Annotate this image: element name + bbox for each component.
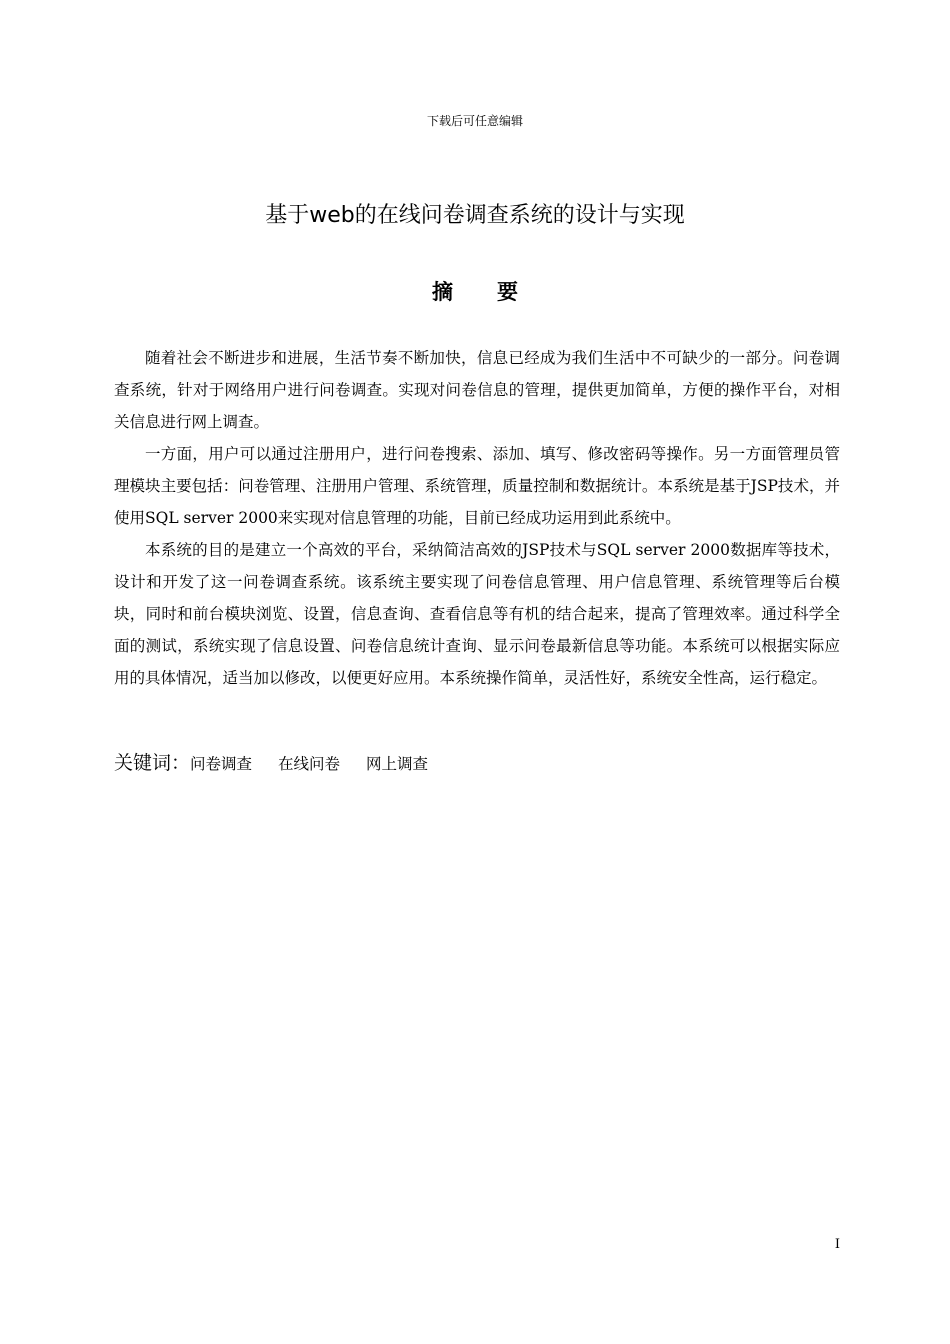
keywords-line bbox=[114, 746, 840, 781]
page-number: I bbox=[834, 1237, 840, 1252]
keyword-3: 网上调查 bbox=[366, 755, 429, 773]
page-header-note: 下载后可任意编辑 bbox=[426, 114, 523, 128]
abstract-heading: 摘要 bbox=[432, 280, 562, 304]
abstract-paragraph-1: 随着社会不断进步和进展，生活节奏不断加快，信息已经成为我们生活中不可缺少的一部分。问卷调查系统，针对于网络用户进行问卷调查。实现对问卷信息的管理，提供更加简单，方便的操作平台，对相关信息进行网上调查。 bbox=[114, 349, 840, 431]
keyword-1: 问卷调查 bbox=[190, 755, 253, 773]
document-title: 基于web的在线问卷调查系统的设计与实现 bbox=[265, 203, 685, 228]
abstract-body bbox=[114, 342, 840, 694]
keywords-label: 关键词： bbox=[114, 752, 191, 774]
abstract-paragraph-2: 一方面，用户可以通过注册用户，进行问卷搜索、添加、填写、修改密码等操作。另一方面管理员管理模块主要包括：问卷管理、注册用户管理、系统管理，质量控制和数据统计。本系统是基于JSP技术，并使用SQL server 2000来实现对信息管理的功能，目前已经成功运用到此系统中。 bbox=[114, 445, 840, 527]
abstract-paragraph-3: 本系统的目的是建立一个高效的平台，采纳简洁高效的JSP技术与SQL server 2000数据库等技术，设计和开发了这一问卷调查系统。该系统主要实现了问卷信息管理、用户信息管理、系统管理等后台模块，同时和前台模块浏览、设置，信息查询、查看信息等有机的结合起来，提高了管理效率。通过科学全面的测试，系统实现了信息设置、问卷信息统计查询、显示问卷最新信息等功能。本系统可以根据实际应用的具体情况，适当加以修改，以便更好应用。本系统操作简单，灵活性好，系统安全性高，运行稳定。 bbox=[114, 541, 840, 687]
keyword-2: 在线问卷 bbox=[278, 755, 341, 773]
